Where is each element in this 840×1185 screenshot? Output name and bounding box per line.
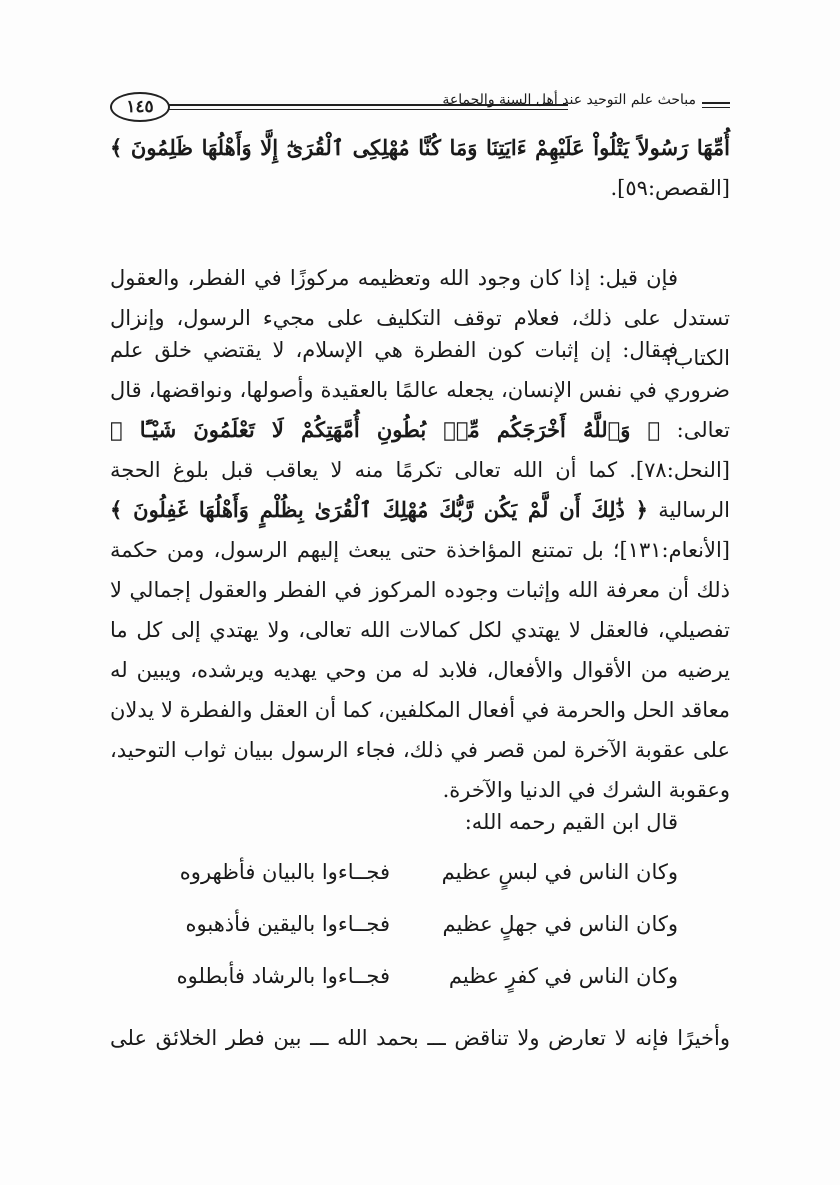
running-header (110, 90, 730, 130)
verse-first-half: وكان الناس في جهلٍ عظيم (442, 912, 678, 936)
closing-line: وأخيرًا فإنه لا تعارض ولا تناقض ـــ بحمد الله ـــ بين فطر الخلائق على (110, 1026, 730, 1050)
answer-text-2: [النحل:٧٨]. كما أن الله تعالى تكرمًا منه لا يعاقب قبل بلوغ الحجة الرسالية (110, 458, 731, 522)
header-dash (702, 102, 730, 104)
poem-intro: قال ابن القيم رحمه الله: (464, 810, 678, 834)
running-title: مباحث علم التوحيد عند أهل السنة والجماعة (442, 92, 696, 108)
verse-second-half: فجــاءوا بالرشاد فأبطلوه (176, 964, 390, 988)
quran-verse: أُمِّهَا رَسُولاً يَتْلُواْ عَلَيْهِمْ ءَايَتِنَا وَمَا كُنَّا مُهْلِكِى ٱلْقُرَىٰٓ إِلَّا وَأَهْلُهَا ظَلِمُونَ ﴾ (110, 135, 730, 160)
poem (110, 852, 730, 1008)
poem-verse (110, 852, 730, 904)
verse-second-half: فجــاءوا باليقين فأذهبوه (185, 912, 390, 936)
header-rule-thin (168, 109, 568, 110)
poem-verse (110, 904, 730, 956)
citation: [القصص:٥٩]. (610, 176, 730, 200)
quran-verse-nahl: ﴿ وَٱللَّهُ أَخْرَجَكُم مِّنۢ بُطُونِ أُمَّهَتِكُمْ لَا تَعْلَمُونَ شَيْـًٔا ﴾ (110, 417, 661, 442)
answer-paragraph (110, 330, 730, 810)
poem-verse (110, 956, 730, 1008)
header-dash-thin (702, 107, 730, 108)
question-text: فإن قيل: إذا كان وجود الله وتعظيمه مركوزًا في الفطر، والعقول تستدل على ذلك، فعلام توقف التكليف على مجيء الرسول، وإنزال الكتاب؟ (110, 266, 730, 370)
answer-text-3: [الأنعام:١٣١]؛ بل تمتنع المؤاخذة حتى يبعث إليهم الرسول، ومن حكمة ذلك أن معرفة الله وإثبات وجوده المركوز في الفطر والعقول إجمالي لا تفصيلي، فالعقل لا يهتدي لكل كمالات الله تعالى، ولا يهتدي إلى كل ما يرضيه من الأقوال والأفعال، فلابد له من وحي يهديه ويرشده، ويبين له معاقد الحل والحرمة في أفعال المكلفين، كما أن العقل والفطرة لا يدلان على عقوبة الآخرة لمن قصر في ذلك، فجاء الرسول ببيان ثواب التوحيد، وعقوبة الشرك في الدنيا والآخرة. (110, 538, 731, 802)
verse-first-half: وكان الناس في لبسٍ عظيم (441, 860, 678, 884)
page-number: ١٤٥ (110, 92, 170, 122)
verse-first-half: وكان الناس في كفرٍ عظيم (448, 964, 678, 988)
quran-end-paragraph (110, 128, 730, 208)
quran-verse-anam: ﴿ ذَٰلِكَ أَن لَّمْ يَكُن رَّبُّكَ مُهْلِكَ ٱلْقُرَىٰ بِظُلْمٍ وَأَهْلُهَا غَفِلُونَ ﴾ (110, 497, 648, 522)
verse-second-half: فجــاءوا بالبيان فأظهروه (179, 860, 390, 884)
answer-text-1: فيقال: إن إثبات كون الفطرة هي الإسلام، لا يقتضي خلق علم ضروري في نفس الإنسان، يجعله عالمًا بالعقيدة وأصولها، ونواقضها، قال تعالى: (110, 338, 730, 442)
